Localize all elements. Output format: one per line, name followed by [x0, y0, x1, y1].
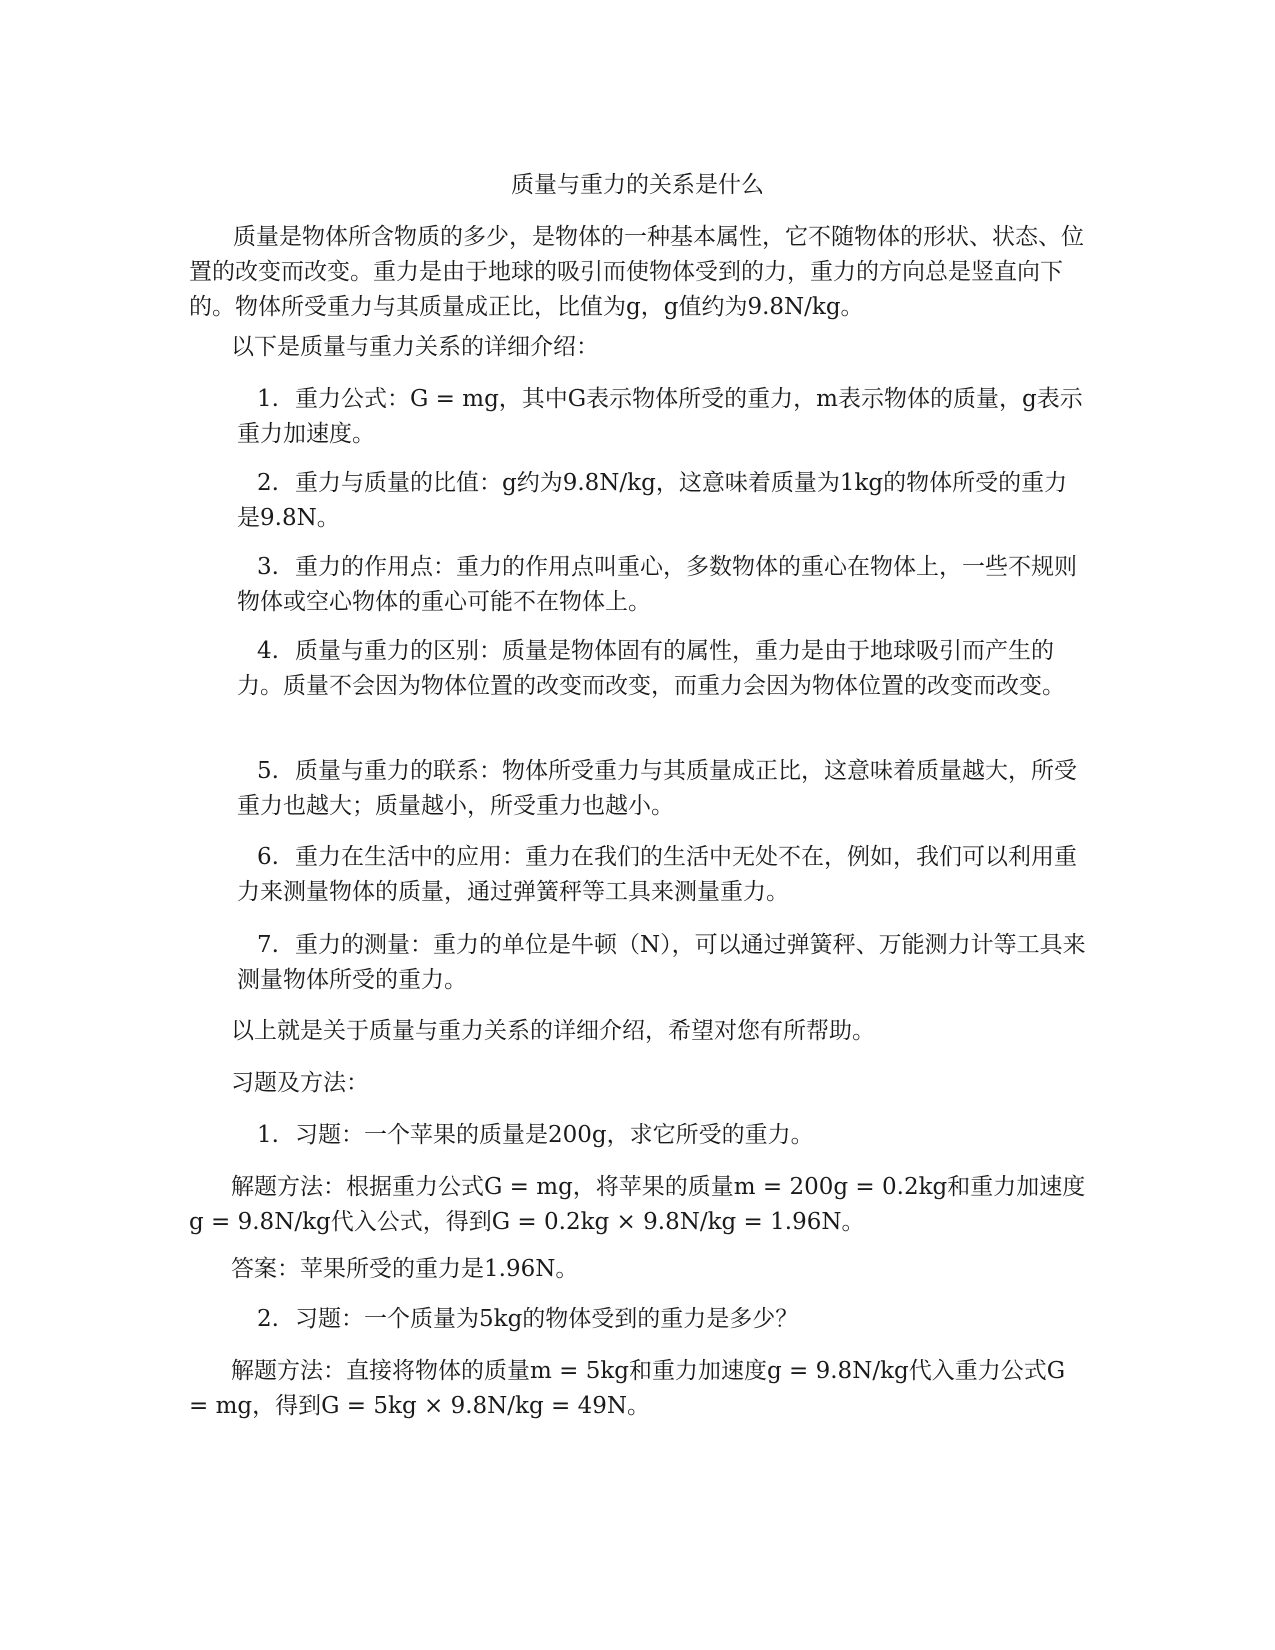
list-item — [237, 928, 1087, 998]
list-item — [237, 840, 1087, 910]
list-item-number: 6. — [257, 844, 279, 870]
list-item-text: 重力在生活中的应用：重力在我们的生活中无处不在，例如，我们可以利用重力来测量物体的质量，通过弹簧秤等工具来测量重力。 — [237, 844, 1077, 905]
exercise-answer: 答案：苹果所受的重力是1.96N。 — [231, 1256, 579, 1282]
list-item-text: 重力与质量的比值：g约为9.8N/kg，这意味着质量为1kg的物体所受的重力是9.8N。 — [237, 470, 1068, 531]
list-item — [237, 754, 1087, 824]
exercise-number: 1. — [257, 1122, 279, 1148]
conclusion-paragraph: 以上就是关于质量与重力关系的详细介绍，希望对您有所帮助。 — [231, 1018, 875, 1044]
exercise-question — [237, 1118, 1087, 1153]
list-item-number: 4. — [257, 638, 279, 664]
list-item-number: 3. — [257, 554, 279, 580]
list-item-text: 重力的测量：重力的单位是牛顿（N），可以通过弹簧秤、万能测力计等工具来测量物体所受的重力。 — [237, 932, 1086, 993]
list-item-text: 质量与重力的区别：质量是物体固有的属性，重力是由于地球吸引而产生的力。质量不会因为物体位置的改变而改变，而重力会因为物体位置的改变而改变。 — [237, 638, 1065, 699]
exercise-question-text: 习题：一个苹果的质量是200g，求它所受的重力。 — [295, 1122, 814, 1148]
list-item-number: 2. — [257, 470, 279, 496]
list-item-text: 质量与重力的联系：物体所受重力与其质量成正比，这意味着质量越大，所受重力也越大；质量越小，所受重力也越小。 — [237, 758, 1077, 819]
list-intro: 以下是质量与重力关系的详细介绍： — [231, 334, 599, 360]
exercise-question — [237, 1302, 1087, 1337]
list-item-number: 1. — [257, 386, 279, 412]
exercise-number: 2. — [257, 1306, 279, 1332]
intro-paragraph: 质量是物体所含物质的多少，是物体的一种基本属性，它不随物体的形状、状态、位置的改变而改变。重力是由于地球的吸引而使物体受到的力，重力的方向总是竖直向下的。物体所受重力与其质量成正比，比值为g，g值约为9.8N/kg。 — [189, 224, 1084, 320]
exercise-method: 解题方法：根据重力公式G = mg，将苹果的质量m = 200g = 0.2kg和重力加速度g = 9.8N/kg代入公式，得到G = 0.2kg × 9.8N/kg = 1.96N。 — [189, 1174, 1086, 1235]
exercise-method: 解题方法：直接将物体的质量m = 5kg和重力加速度g = 9.8N/kg代入重力公式G = mg，得到G = 5kg × 9.8N/kg = 49N。 — [189, 1358, 1066, 1419]
list-item-text: 重力公式：G = mg，其中G表示物体所受的重力，m表示物体的质量，g表示重力加速度。 — [237, 386, 1083, 447]
page-title: 质量与重力的关系是什么 — [511, 172, 764, 198]
exercise-question-text: 习题：一个质量为5kg的物体受到的重力是多少？ — [295, 1306, 799, 1332]
list-item — [237, 382, 1087, 452]
list-item-number: 5. — [257, 758, 279, 784]
list-item-text: 重力的作用点：重力的作用点叫重心，多数物体的重心在物体上，一些不规则物体或空心物体的重心可能不在物体上。 — [237, 554, 1077, 615]
list-item-number: 7. — [257, 932, 279, 958]
exercises-heading: 习题及方法： — [231, 1070, 369, 1096]
list-item — [237, 634, 1087, 704]
list-item — [237, 550, 1087, 620]
list-item — [237, 466, 1087, 536]
